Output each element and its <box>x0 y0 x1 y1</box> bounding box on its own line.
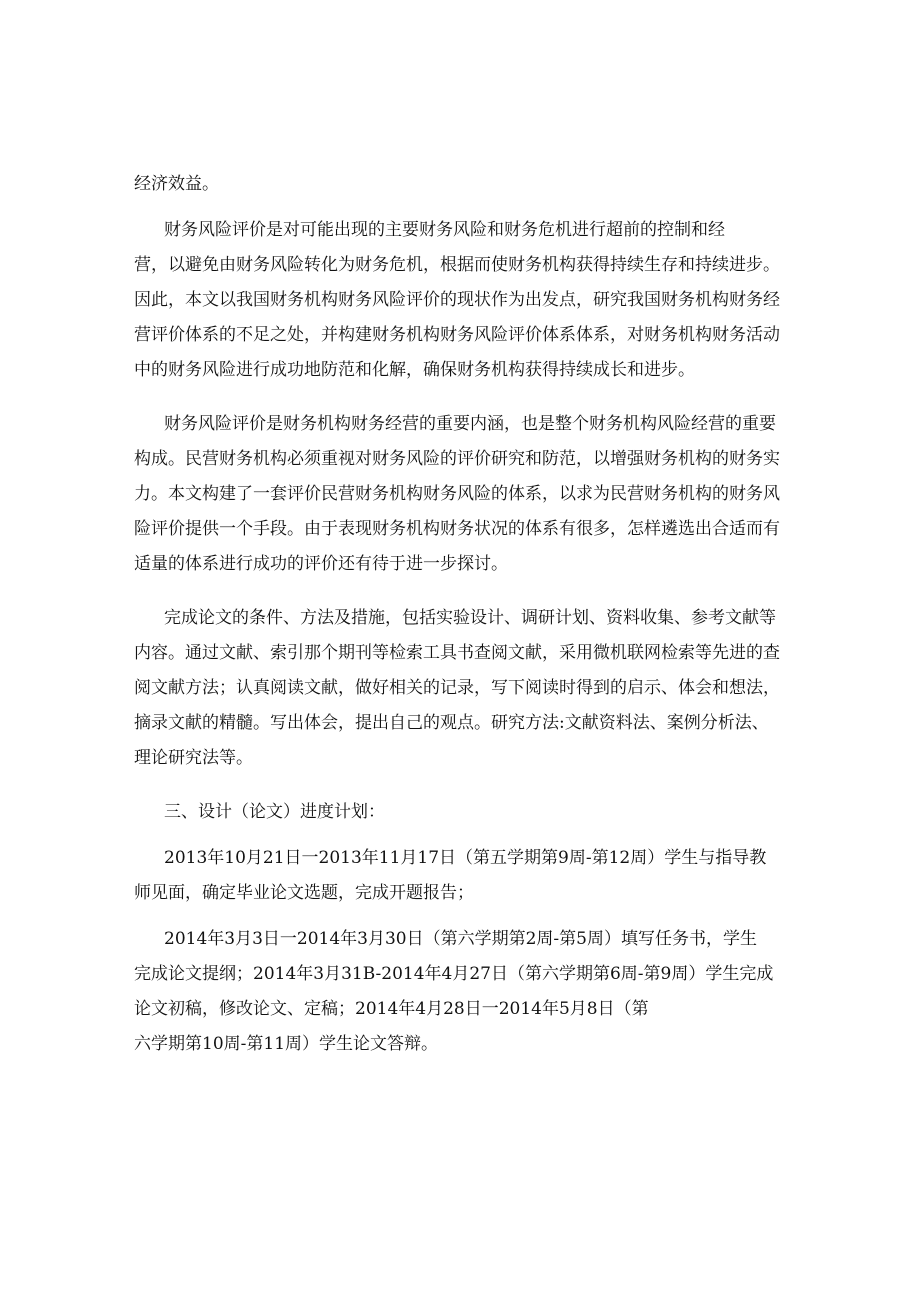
text-line: 阅文献方法；认真阅读文献，做好相关的记录，写下阅读时得到的启示、体会和想法， <box>134 678 780 698</box>
section-heading: 三、设计（论文）进度计划： <box>164 802 385 822</box>
text-line: 力。本文构建了一套评价民营财务机构财务风险的体系，以求为民营财务机构的财务风 <box>134 484 780 504</box>
text-line: 适量的体系进行成功的评价还有待于进一步探讨。 <box>134 554 508 574</box>
text-line: 论文初稿，修改论文、定稿；2014年4月28日一2014年5月8日（第 <box>134 999 649 1019</box>
text-line: 财务风险评价是财务机构财务经营的重要内涵，也是整个财务机构风险经营的重要 <box>164 414 776 434</box>
text-line: 因此，本文以我国财务机构财务风险评价的现状作为出发点，研究我国财务机构财务经 <box>134 290 780 310</box>
text-line: 构成。民营财务机构必须重视对财务风险的评价研究和防范，以增强财务机构的财务实 <box>134 449 780 469</box>
text-line: 内容。通过文献、索引那个期刊等检索工具书查阅文献，采用微机联网检索等先进的查 <box>134 643 780 663</box>
text-line: 险评价提供一个手段。由于表现财务机构财务状况的体系有很多，怎样遴选出合适而有 <box>134 519 780 539</box>
text-line: 完成论文提纲；2014年3月31B-2014年4月27日（第六学期第6周-第9周）学生完成 <box>134 964 774 984</box>
text-line: 摘录文献的精髓。写出体会，提出自己的观点。研究方法:文献资料法、案例分析法、 <box>134 713 769 733</box>
text-line: 中的财务风险进行成功地防范和化解，确保财务机构获得持续成长和进步。 <box>134 360 695 380</box>
text-line: 营，以避免由财务风险转化为财务危机，根据而使财务机构获得持续生存和持续进步。 <box>134 255 780 275</box>
text-line: 营评价体系的不足之处，并构建财务机构财务风险评价体系体系，对财务机构财务活动 <box>134 325 780 345</box>
text-line: 师见面，确定毕业论文选题，完成开题报告； <box>134 883 474 903</box>
text-line: 财务风险评价是对可能出现的主要财务风险和财务危机进行超前的控制和经 <box>164 220 725 240</box>
text-line: 六学期第10周-第11周）学生论文答辩。 <box>134 1034 439 1054</box>
text-line: 经济效益。 <box>134 174 219 194</box>
text-line: 2014年3月3日一2014年3月30日（第六学期第2周-第5周）填写任务书，学生 <box>164 929 757 949</box>
text-line: 完成论文的条件、方法及措施，包括实验设计、调研计划、资料收集、参考文献等 <box>164 608 776 628</box>
text-line: 理论研究法等。 <box>134 748 253 768</box>
text-line: 2013年10月21日一2013年11月17日（第五学期第9周-第12周）学生与指导教 <box>164 848 767 868</box>
